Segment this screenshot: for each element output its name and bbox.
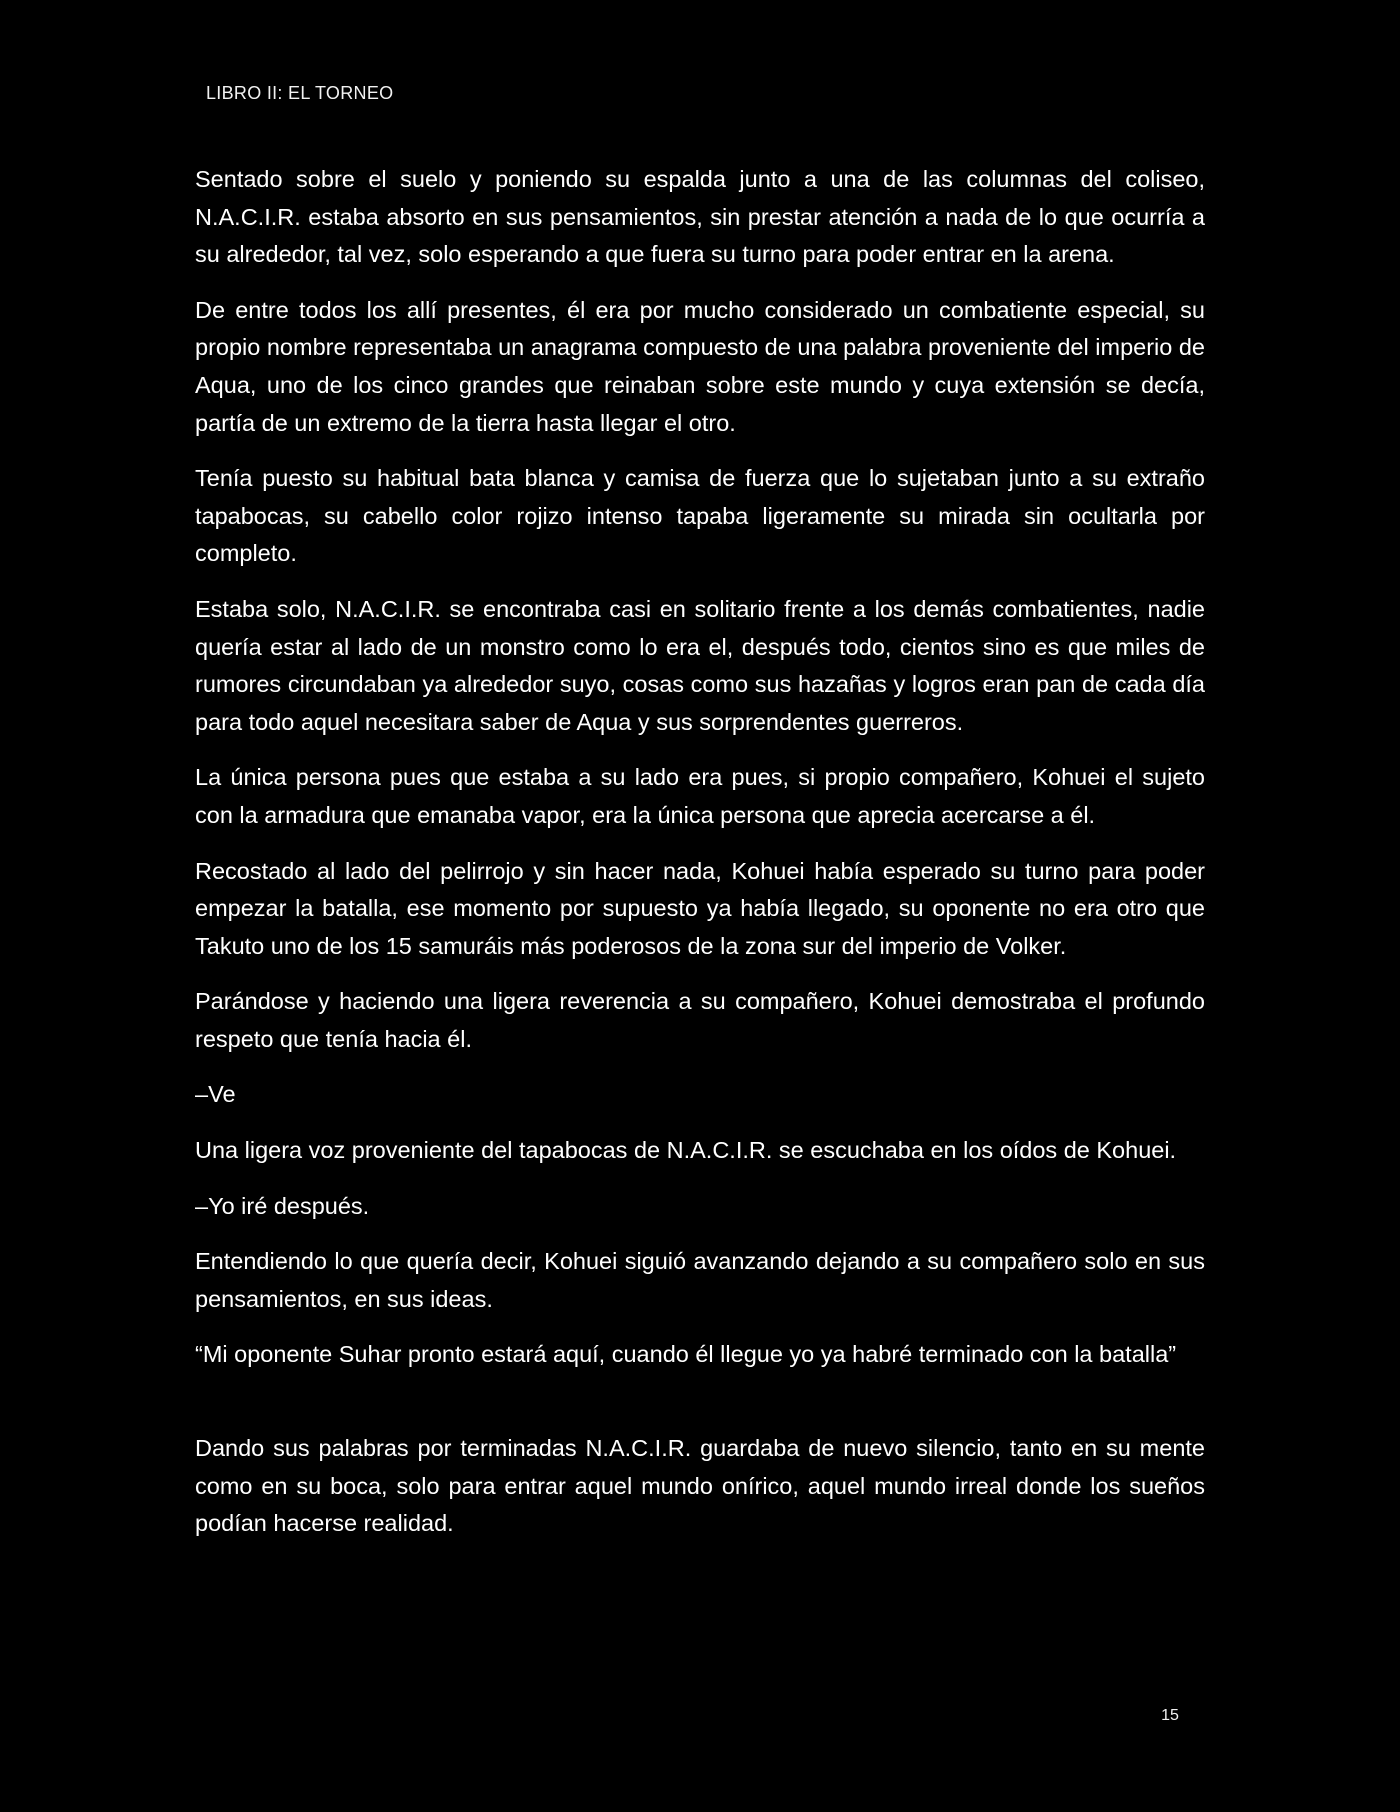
paragraph: Una ligera voz proveniente del tapabocas de N.A.C.I.R. se escuchaba en los oídos de Kohuei. [195,1137,1177,1164]
page-number: 15 [1161,1707,1179,1724]
paragraph: Sentado sobre el suelo y poniendo su espalda junto a una de las columnas del coliseo, N.A.C.I.R. estaba absorto en sus pensamientos, sin prestar atención a nada de lo que ocurría a su alrededor, tal vez, solo esperando a que fuera su turno para poder entrar en la arena. [195,166,1205,268]
paragraph: Entendiendo lo que quería decir, Kohuei siguió avanzando dejando a su compañero solo en sus pensamientos, en sus ideas. [195,1248,1205,1312]
quoted-thought: “Mi oponente Suhar pronto estará aquí, cuando él llegue yo ya habré terminado con la batalla” [195,1341,1177,1368]
section-gap [195,1392,1205,1430]
paragraph: Parándose y haciendo una ligera reverencia a su compañero, Kohuei demostraba el profundo respeto que tenía hacia él. [195,988,1205,1052]
paragraph: De entre todos los allí presentes, él era por mucho considerado un combatiente especial, su propio nombre representaba un anagrama compuesto de una palabra proveniente del imperio de Aqua, uno de los cinco grandes que reinaban sobre este mundo y cuya extensión se decía, partía de un extremo de la tierra hasta llegar el otro. [195,296,1205,436]
body-text [195,161,1205,1561]
dialogue-line: –Yo iré después. [195,1192,370,1219]
running-header: LIBRO II: EL TORNEO [206,83,394,103]
paragraph: La única persona pues que estaba a su lado era pues, si propio compañero, Kohuei el sujeto con la armadura que emanaba vapor, era la única persona que aprecia acercarse a él. [195,764,1205,828]
paragraph: Estaba solo, N.A.C.I.R. se encontraba casi en solitario frente a los demás combatientes, nadie quería estar al lado de un monstro como lo era el, después todo, cientos sino es que miles de rumores circundaban ya alrededor suyo, cosas como sus hazañas y logros eran pan de cada día para todo aquel necesitara saber de Aqua y sus sorprendentes guerreros. [195,595,1205,735]
dialogue-line: –Ve [195,1081,236,1108]
paragraph: Tenía puesto su habitual bata blanca y camisa de fuerza que lo sujetaban junto a su extraño tapabocas, su cabello color rojizo intenso tapaba ligeramente su mirada sin ocultarla por completo. [195,465,1205,567]
paragraph: Recostado al lado del pelirrojo y sin hacer nada, Kohuei había esperado su turno para poder empezar la batalla, ese momento por supuesto ya había llegado, su oponente no era otro que Takuto uno de los 15 samuráis más poderosos de la zona sur del imperio de Volker. [195,857,1205,959]
paragraph: Dando sus palabras por terminadas N.A.C.I.R. guardaba de nuevo silencio, tanto en su mente como en su boca, solo para entrar aquel mundo onírico, aquel mundo irreal donde los sueños podían hacerse realidad. [195,1435,1205,1537]
